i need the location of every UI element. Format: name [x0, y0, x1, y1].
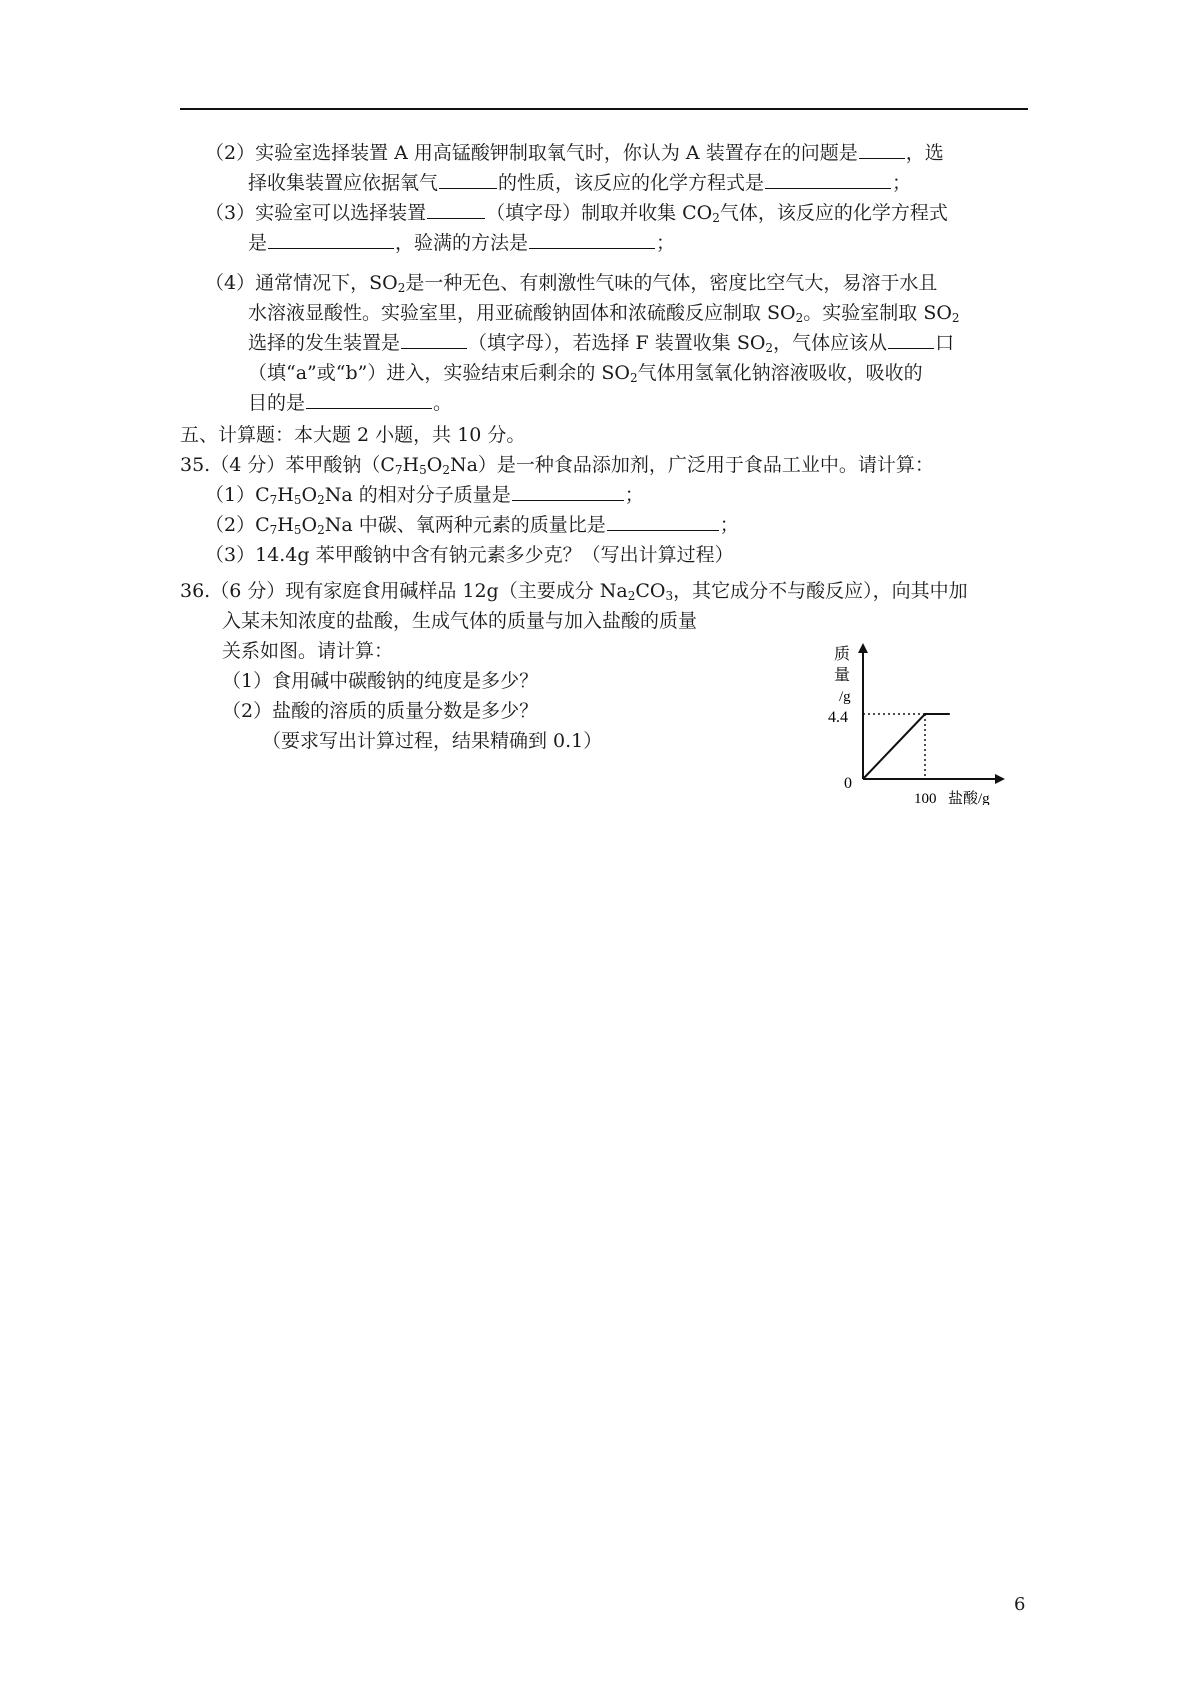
text: Na）是一种食品添加剂，广泛用于食品工业中。请计算： [449, 454, 934, 476]
q34-part3-line1 [205, 198, 948, 228]
subscript: 2 [712, 211, 720, 225]
answer-blank[interactable] [529, 228, 655, 249]
answer-blank[interactable] [306, 388, 432, 409]
text: 入某未知浓度的盐酸，生成气体的质量与加入盐酸的质量 [222, 610, 698, 632]
gas-mass-series-line [863, 714, 950, 779]
text: （填字母），若选择 F 装置收集 SO [468, 332, 766, 354]
x-tick-label: 100 [914, 791, 937, 805]
text: 36.（6 分）现有家庭食用碱样品 12g（主要成分 Na [180, 580, 628, 602]
answer-blank[interactable] [401, 328, 467, 349]
q36-part1 [222, 666, 538, 696]
subscript: 2 [397, 281, 406, 295]
text: H [277, 484, 294, 506]
subscript: 2 [629, 371, 638, 385]
y-axis-unit: /g [839, 689, 851, 705]
subscript: 2 [442, 463, 450, 477]
text: （3）实验室可以选择装置 [205, 202, 427, 224]
origin-label: 0 [844, 775, 852, 792]
x-axis-label: 盐酸/g [948, 791, 990, 805]
text: 。 [433, 392, 453, 414]
subscript: 2 [627, 589, 636, 603]
text: ； [719, 514, 739, 536]
y-axis-label-2: 量 [834, 667, 851, 684]
q34-part3-line2 [248, 228, 675, 258]
q34-part4-line2 [248, 298, 960, 328]
text: 。实验室制取 SO [803, 302, 952, 324]
q36-part3-note [262, 726, 602, 756]
answer-blank[interactable] [859, 138, 905, 159]
text: Na 中碳、氧两种元素的质量比是 [324, 514, 606, 536]
text: Na 的相对分子质量是 [324, 484, 511, 506]
text: 是 [248, 232, 268, 254]
q34-part4-line1 [205, 268, 937, 298]
answer-blank[interactable] [512, 480, 624, 501]
text: （2）C [205, 514, 270, 536]
subscript: 2 [951, 311, 960, 325]
text: 择收集装置应依据氧气 [248, 172, 439, 194]
text: ，其它成分不与酸反应），向其中加 [673, 580, 968, 602]
text: 气体，该反应的化学方程式 [719, 202, 948, 224]
subscript: 5 [293, 493, 302, 507]
subscript: 7 [394, 463, 403, 477]
text: 水溶液显酸性。实验室里，用亚硫酸钠固体和浓硫酸反应制取 SO [248, 302, 796, 324]
text: H [277, 514, 294, 536]
section-five-heading [180, 420, 525, 450]
q34-part4-line3 [248, 328, 954, 358]
text: O [301, 484, 318, 506]
text: 目的是 [248, 392, 306, 414]
text: （4）通常情况下，SO [205, 272, 398, 294]
page-number: 6 [1014, 1594, 1026, 1615]
q35-stem [180, 450, 934, 480]
q36-stem-line3 [222, 636, 393, 666]
answer-blank[interactable] [439, 168, 497, 189]
text: 选择的发生装置是 [248, 332, 401, 354]
text: （3）14.4g 苯甲酸钠中含有钠元素多少克？（写出计算过程） [205, 544, 734, 566]
text: （要求写出计算过程，结果精确到 0.1） [262, 730, 603, 752]
text: ； [624, 484, 644, 506]
text: ； [656, 232, 676, 254]
q34-part2-line2 [248, 168, 911, 198]
text: CO [635, 580, 666, 602]
subscript: 2 [795, 311, 804, 325]
q34-part4-line5 [248, 388, 452, 418]
q36-stem-line2 [222, 606, 697, 636]
answer-blank[interactable] [268, 228, 394, 249]
answer-blank[interactable] [607, 510, 719, 531]
subscript: 5 [293, 523, 302, 537]
subscript: 7 [269, 493, 278, 507]
q35-part3 [205, 540, 734, 570]
q34-part2-line1 [205, 138, 944, 168]
answer-blank[interactable] [888, 328, 934, 349]
text: H [402, 454, 420, 476]
subscript: 3 [665, 589, 674, 603]
y-tick-label: 4.4 [828, 709, 848, 726]
q36-part2 [222, 696, 538, 726]
text: ，选 [905, 142, 944, 164]
text: （2）实验室选择装置 A 用高锰酸钾制取氧气时，你认为 A 装置存在的问题是 [205, 142, 858, 164]
q35-part2 [205, 510, 739, 540]
text: （填“a”或“b”）进入，实验结束后剩余的 SO [248, 362, 630, 384]
text: （填字母）制取并收集 CO [486, 202, 713, 224]
text: 气体用氢氧化钠溶液吸收，吸收的 [637, 362, 923, 384]
text: （2）盐酸的溶质的质量分数是多少？ [222, 700, 539, 722]
text: ； [892, 172, 912, 194]
answer-blank[interactable] [765, 168, 891, 189]
text: O [426, 454, 443, 476]
subscript: 2 [765, 341, 774, 355]
subscript: 2 [317, 523, 325, 537]
text: 关系如图。请计算： [222, 640, 394, 662]
text: O [301, 514, 318, 536]
text: 是一种无色、有刺激性气味的气体，密度比空气大，易溶于水且 [405, 272, 938, 294]
subscript: 5 [419, 463, 427, 477]
answer-blank[interactable] [427, 198, 485, 219]
text: ，气体应该从 [773, 332, 888, 354]
text: （1）C [205, 484, 270, 506]
q34-part4-line4 [248, 358, 923, 388]
text: 口 [935, 332, 955, 354]
q35-part1 [205, 480, 644, 510]
text: 五、计算题：本大题 2 小题，共 10 分。 [180, 424, 526, 446]
text: 35.（4 分）苯甲酸钠（C [180, 454, 395, 476]
text: （1）食用碱中碳酸钠的纯度是多少？ [222, 670, 539, 692]
subscript: 7 [269, 523, 278, 537]
y-axis-label-1: 质 [834, 646, 851, 663]
q36-stem-line1 [180, 576, 968, 606]
header-rule [180, 108, 1028, 110]
text: 的性质，该反应的化学方程式是 [498, 172, 765, 194]
text: ，验满的方法是 [395, 232, 529, 254]
gas-mass-chart [820, 640, 1020, 805]
subscript: 2 [317, 493, 325, 507]
